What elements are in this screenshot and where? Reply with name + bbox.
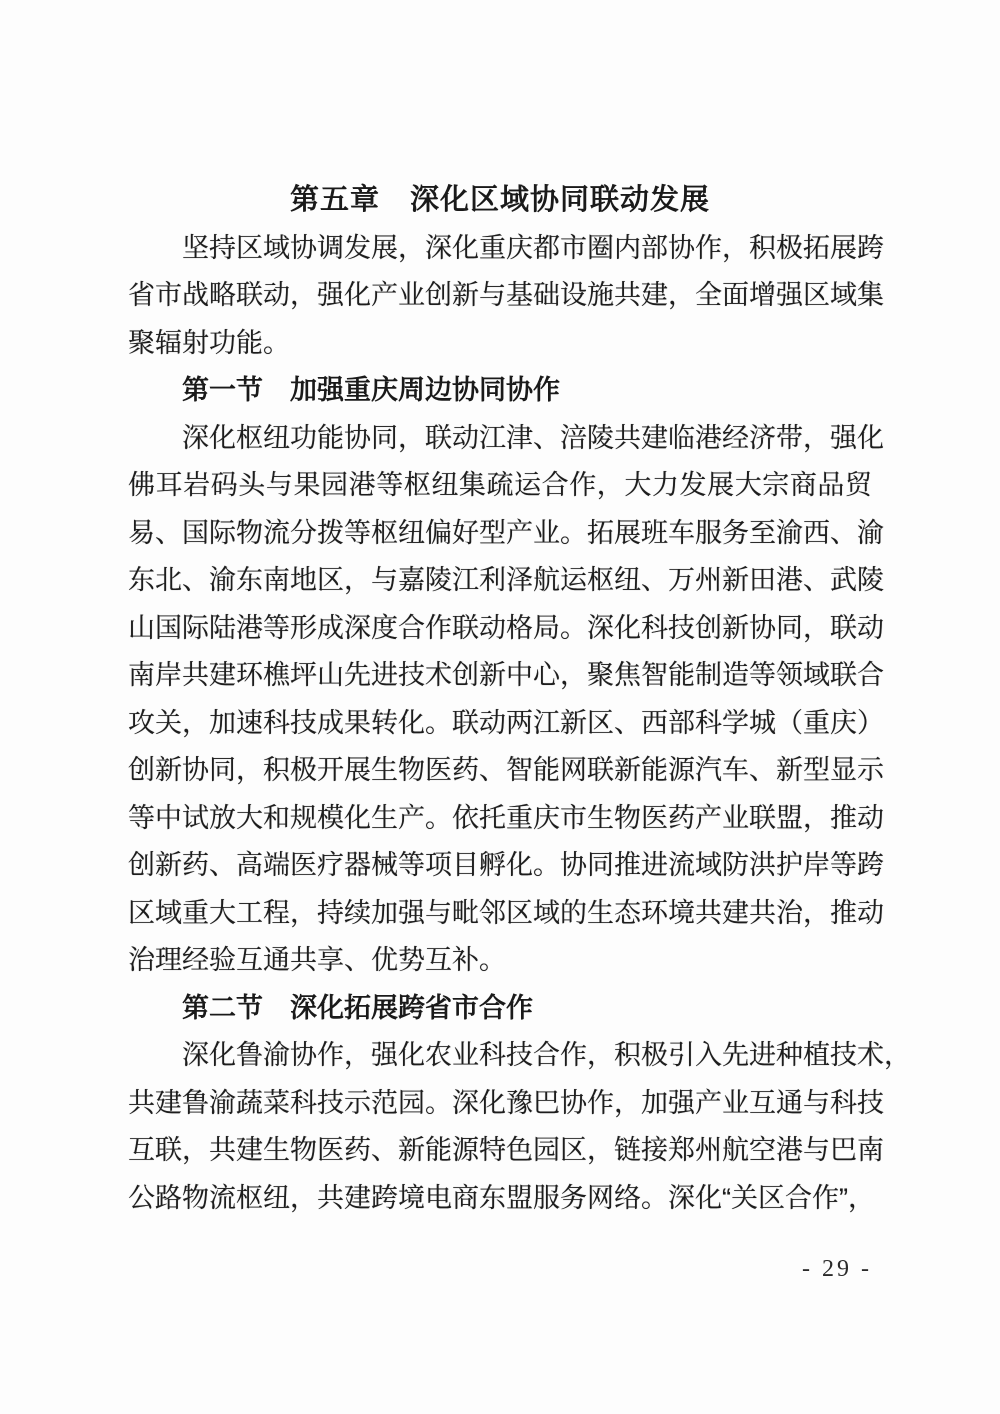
paragraph-line: 互联，共建生物医药、新能源特色园区，链接郑州航空港与巴南 [128,1135,884,1165]
paragraph-line: 深化鲁渝协作，强化农业科技合作，积极引入先进种植技术， [182,1040,911,1070]
page-number: - 29 - [802,1256,872,1282]
paragraph-line: 等中试放大和规模化生产。依托重庆市生物医药产业联盟，推动 [128,802,884,833]
chapter-title: 第五章 深化区域协同联动发展 [289,184,710,216]
paragraph-line: 治理经验互通共享、优势互补。 [128,945,506,975]
paragraph-line: 山国际陆港等形成深度合作联动格局。深化科技创新协同，联动 [128,612,884,643]
paragraph-line: 南岸共建环樵坪山先进技术创新中心，聚焦智能制造等领域联合 [128,660,884,690]
paragraph-line: 省市战略联动，强化产业创新与基础设施共建，全面增强区域集 [128,280,884,310]
section-heading-1: 第一节 加强重庆周边协同协作 [182,375,560,405]
section-heading-2: 第二节 深化拓展跨省市合作 [182,992,533,1023]
document-body [128,177,911,1222]
paragraph-line: 共建鲁渝蔬菜科技示范园。深化豫巴协作，加强产业互通与科技 [128,1087,884,1118]
paragraph-line: 公路物流枢纽，共建跨境电商东盟服务网络。深化“关区合作”， [128,1182,875,1213]
paragraph-line: 攻关，加速科技成果转化。联动两江新区、西部科学城（重庆） [128,707,884,738]
paragraph-line: 东北、渝东南地区，与嘉陵江利泽航运枢纽、万州新田港、武陵 [128,565,884,595]
paragraph-line: 佛耳岩码头与果园港等枢纽集疏运合作，大力发展大宗商品贸 [128,470,872,500]
paragraph-line: 深化枢纽功能协同，联动江津、涪陵共建临港经济带，强化 [182,422,884,453]
paragraph-line: 区域重大工程，持续加强与毗邻区域的生态环境共建共治，推动 [128,897,884,928]
paragraph-line: 坚持区域协调发展，深化重庆都市圈内部协作，积极拓展跨 [182,232,884,263]
paragraph-line: 创新药、高端医疗器械等项目孵化。协同推进流域防洪护岸等跨 [128,850,884,880]
paragraph-line: 创新协同，积极开展生物医药、智能网联新能源汽车、新型显示 [128,755,884,785]
paragraph-line: 易、国际物流分拨等枢纽偏好型产业。拓展班车服务至渝西、渝 [128,517,884,548]
paragraph-line: 聚辐射功能。 [128,327,290,358]
